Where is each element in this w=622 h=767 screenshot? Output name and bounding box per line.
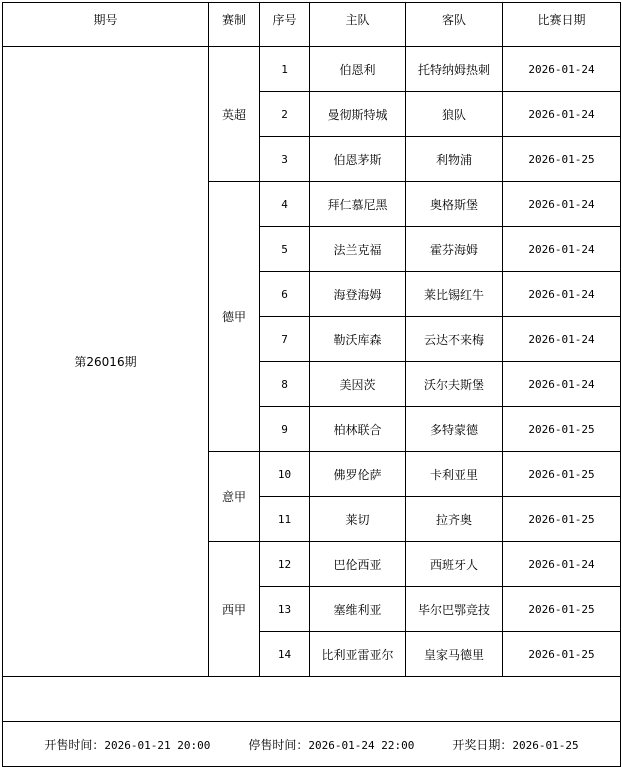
match-number-cell: 2 xyxy=(260,92,310,137)
away-team-cell: 沃尔夫斯堡 xyxy=(406,362,503,407)
match-date-cell: 2026-01-25 xyxy=(503,497,621,542)
home-team-cell: 伯恩利 xyxy=(310,47,406,92)
match-date-cell: 2026-01-24 xyxy=(503,227,621,272)
match-date-cell: 2026-01-24 xyxy=(503,272,621,317)
match-number-cell: 5 xyxy=(260,227,310,272)
home-team-cell: 佛罗伦萨 xyxy=(310,452,406,497)
spacer-cell xyxy=(3,677,621,722)
match-number-cell: 13 xyxy=(260,587,310,632)
home-team-cell: 法兰克福 xyxy=(310,227,406,272)
league-cell: 西甲 xyxy=(209,542,260,677)
issue-cell: 第26016期 xyxy=(3,47,209,677)
match-date-cell: 2026-01-24 xyxy=(503,47,621,92)
header-match-date: 比赛日期 xyxy=(503,3,621,47)
header-issue: 期号 xyxy=(3,3,209,47)
away-team-cell: 霍芬海姆 xyxy=(406,227,503,272)
away-team-cell: 莱比锡红牛 xyxy=(406,272,503,317)
match-number-cell: 7 xyxy=(260,317,310,362)
match-number-cell: 6 xyxy=(260,272,310,317)
draw-date-label: 开奖日期： xyxy=(452,737,513,752)
match-date-cell: 2026-01-24 xyxy=(503,317,621,362)
league-cell: 英超 xyxy=(209,47,260,182)
home-team-cell: 巴伦西亚 xyxy=(310,542,406,587)
match-number-cell: 8 xyxy=(260,362,310,407)
match-date-cell: 2026-01-24 xyxy=(503,182,621,227)
away-team-cell: 拉齐奥 xyxy=(406,497,503,542)
match-date-cell: 2026-01-25 xyxy=(503,137,621,182)
match-date-cell: 2026-01-24 xyxy=(503,542,621,587)
match-date-cell: 2026-01-25 xyxy=(503,407,621,452)
draw-date xyxy=(452,736,578,753)
home-team-cell: 塞维利亚 xyxy=(310,587,406,632)
match-number-cell: 14 xyxy=(260,632,310,677)
league-cell: 意甲 xyxy=(209,452,260,542)
home-team-cell: 曼彻斯特城 xyxy=(310,92,406,137)
header-row xyxy=(3,3,621,47)
match-date-cell: 2026-01-24 xyxy=(503,362,621,407)
away-team-cell: 奥格斯堡 xyxy=(406,182,503,227)
spacer-row xyxy=(3,677,621,722)
away-team-cell: 云达不来梅 xyxy=(406,317,503,362)
match-number-cell: 10 xyxy=(260,452,310,497)
home-team-cell: 伯恩茅斯 xyxy=(310,137,406,182)
home-team-cell: 比利亚雷亚尔 xyxy=(310,632,406,677)
match-date-cell: 2026-01-24 xyxy=(503,92,621,137)
match-row xyxy=(3,47,621,92)
away-team-cell: 卡利亚里 xyxy=(406,452,503,497)
away-team-cell: 狼队 xyxy=(406,92,503,137)
away-team-cell: 毕尔巴鄂竞技 xyxy=(406,587,503,632)
match-number-cell: 11 xyxy=(260,497,310,542)
footer-cell xyxy=(3,722,621,767)
away-team-cell: 利物浦 xyxy=(406,137,503,182)
home-team-cell: 拜仁慕尼黑 xyxy=(310,182,406,227)
header-number: 序号 xyxy=(260,3,310,47)
sale-start xyxy=(44,736,210,753)
match-number-cell: 1 xyxy=(260,47,310,92)
league-cell: 德甲 xyxy=(209,182,260,452)
match-date-cell: 2026-01-25 xyxy=(503,452,621,497)
away-team-cell: 皇家马德里 xyxy=(406,632,503,677)
footer-row xyxy=(3,722,621,767)
home-team-cell: 勒沃库森 xyxy=(310,317,406,362)
home-team-cell: 柏林联合 xyxy=(310,407,406,452)
home-team-cell: 海登海姆 xyxy=(310,272,406,317)
home-team-cell: 莱切 xyxy=(310,497,406,542)
sale-stop-value: 2026-01-24 22:00 xyxy=(308,738,415,752)
match-number-cell: 3 xyxy=(260,137,310,182)
header-league: 赛制 xyxy=(209,3,260,47)
match-number-cell: 12 xyxy=(260,542,310,587)
sale-stop-label: 停售时间： xyxy=(248,737,309,752)
header-away-team: 客队 xyxy=(406,3,503,47)
sale-start-value: 2026-01-21 20:00 xyxy=(104,738,211,752)
sale-stop xyxy=(248,736,414,753)
home-team-cell: 美因茨 xyxy=(310,362,406,407)
away-team-cell: 多特蒙德 xyxy=(406,407,503,452)
header-home-team: 主队 xyxy=(310,3,406,47)
match-number-cell: 9 xyxy=(260,407,310,452)
match-number-cell: 4 xyxy=(260,182,310,227)
away-team-cell: 托特纳姆热刺 xyxy=(406,47,503,92)
draw-date-value: 2026-01-25 xyxy=(512,738,579,752)
sale-start-label: 开售时间： xyxy=(44,737,105,752)
match-date-cell: 2026-01-25 xyxy=(503,632,621,677)
schedule-table xyxy=(2,2,621,767)
match-date-cell: 2026-01-25 xyxy=(503,587,621,632)
away-team-cell: 西班牙人 xyxy=(406,542,503,587)
